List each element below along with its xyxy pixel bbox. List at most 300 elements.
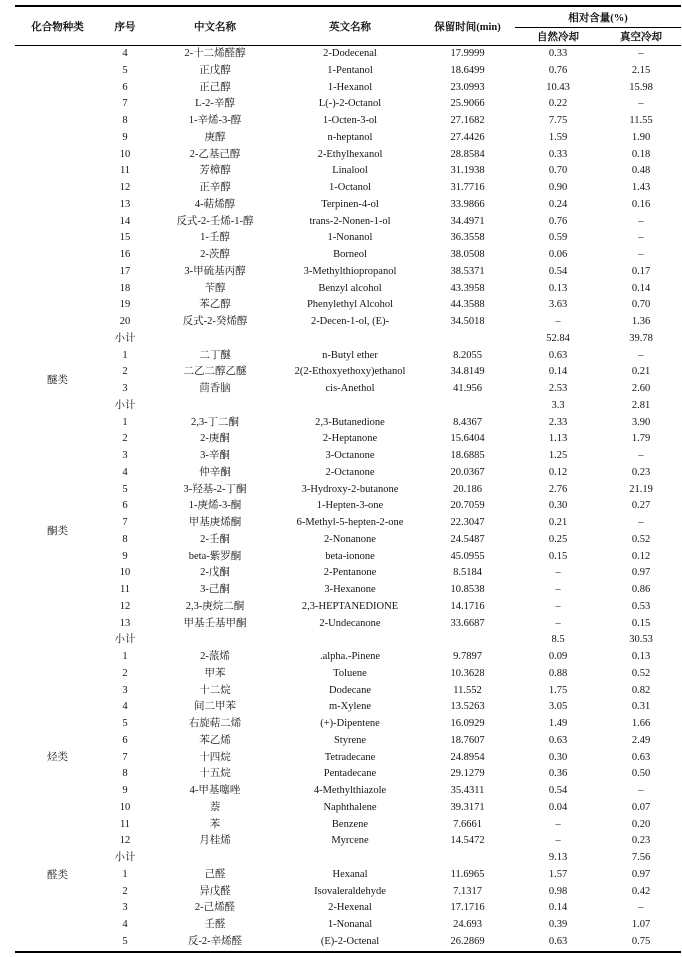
cell-cn-name: 反式-2-壬烯-1-醇 bbox=[176, 215, 254, 227]
cell-vacuum-cooling: 1.36 bbox=[631, 316, 651, 328]
table-row bbox=[15, 197, 681, 214]
cell-cn-name: 壬醛 bbox=[204, 919, 226, 931]
cell-natural-cooling: 2.76 bbox=[548, 483, 568, 495]
cell-vacuum-cooling: 0.17 bbox=[631, 265, 651, 277]
cell-no: 1 bbox=[122, 651, 128, 663]
cell-vacuum-cooling: 1.43 bbox=[631, 182, 651, 194]
cell-en-name: 1-Hepten-3-one bbox=[316, 500, 384, 512]
cell-cn-name: 2-壬酮 bbox=[200, 533, 230, 545]
table-row bbox=[15, 348, 681, 365]
cell-natural-cooling: 0.59 bbox=[548, 232, 568, 244]
cell-cn-name: 2-己烯醛 bbox=[194, 902, 236, 914]
cell-retention-time: 8.5184 bbox=[453, 567, 482, 579]
cell-natural-cooling: 0.15 bbox=[548, 550, 568, 562]
cell-natural-cooling: 1.75 bbox=[548, 684, 568, 696]
cell-vacuum-cooling: 1.90 bbox=[631, 131, 651, 143]
table-row bbox=[15, 381, 681, 398]
table-row bbox=[15, 448, 681, 465]
cell-no: 12 bbox=[119, 600, 131, 612]
cell-en-name: 2-Octanone bbox=[325, 466, 375, 478]
cell-no: 13 bbox=[119, 198, 131, 210]
cell-vacuum-cooling: 0.27 bbox=[631, 500, 651, 512]
cell-no: 1 bbox=[122, 416, 128, 428]
cell-en-name: 2,3-Butanedione bbox=[315, 416, 385, 428]
cell-natural-cooling: 0.54 bbox=[548, 265, 568, 277]
cell-vacuum-cooling: 2.49 bbox=[631, 734, 651, 746]
table-row bbox=[15, 699, 681, 716]
cell-no: 9 bbox=[122, 785, 128, 797]
cell-retention-time: 16.0929 bbox=[450, 718, 485, 730]
table-row bbox=[15, 214, 681, 231]
cell-en-name: n-heptanol bbox=[327, 131, 373, 143]
subtotal-row bbox=[15, 632, 681, 649]
cell-vacuum-cooling: 0.15 bbox=[631, 617, 651, 629]
cell-retention-time: 17.1716 bbox=[450, 902, 485, 914]
cell-vacuum-cooling: 3.90 bbox=[631, 416, 651, 428]
cell-no: 6 bbox=[122, 81, 128, 93]
cell-vacuum-cooling: 2.81 bbox=[631, 399, 651, 411]
cell-en-name: 3-Octanone bbox=[325, 450, 375, 462]
cell-vacuum-cooling: 0.07 bbox=[631, 801, 651, 813]
cell-natural-cooling: 0.76 bbox=[548, 215, 568, 227]
cell-vacuum-cooling: 0.97 bbox=[631, 567, 651, 579]
cell-vacuum-cooling: 11.55 bbox=[629, 115, 653, 127]
cell-retention-time: 27.1682 bbox=[450, 115, 485, 127]
cell-cn-name: 甲基壬基甲酮 bbox=[183, 617, 247, 629]
cell-vacuum-cooling: 0.52 bbox=[631, 533, 651, 545]
cell-retention-time: 34.8149 bbox=[450, 366, 485, 378]
cell-en-name: Naphthalene bbox=[323, 801, 377, 813]
cell-en-name: .alpha.-Pinene bbox=[319, 651, 381, 663]
cell-retention-time: 38.0508 bbox=[450, 249, 485, 261]
cell-en-name bbox=[280, 331, 420, 348]
cell-en-name: 2-Undecanone bbox=[319, 617, 381, 629]
cell-retention-time: 35.4311 bbox=[450, 785, 485, 797]
cell-vacuum-cooling: 0.86 bbox=[631, 584, 651, 596]
cell-natural-cooling: – bbox=[555, 835, 561, 847]
cell-vacuum-cooling: 0.52 bbox=[631, 667, 651, 679]
cell-retention-time: 20.186 bbox=[453, 483, 482, 495]
cell-en-name bbox=[280, 398, 420, 415]
cell-vacuum-cooling: 1.66 bbox=[631, 718, 651, 730]
cell-cn-name: 1-壬醇 bbox=[200, 232, 230, 244]
cell-en-name: Dodecane bbox=[329, 684, 371, 696]
cell-vacuum-cooling: – bbox=[638, 249, 644, 261]
cell-retention-time: 8.4367 bbox=[453, 416, 482, 428]
cell-natural-cooling: 2.33 bbox=[548, 416, 568, 428]
cell-natural-cooling: 0.36 bbox=[548, 768, 568, 780]
cell-natural-cooling: 0.24 bbox=[548, 198, 568, 210]
cell-vacuum-cooling: 0.53 bbox=[631, 600, 651, 612]
header-compound-type: 化合物种类 bbox=[31, 21, 84, 33]
table-row bbox=[15, 247, 681, 264]
cell-vacuum-cooling: 0.97 bbox=[631, 868, 651, 880]
cell-en-name: 3-Hexanone bbox=[324, 584, 376, 596]
cell-en-name: Phenylethyl Alcohol bbox=[306, 299, 394, 311]
cell-retention-time: 33.9866 bbox=[450, 198, 485, 210]
cell-retention-time: 24.8954 bbox=[450, 751, 485, 763]
cell-natural-cooling: 0.30 bbox=[548, 751, 568, 763]
cell-en-name: 3-Methylthiopropanol bbox=[303, 265, 397, 277]
cell-en-name: 2(2-Ethoxyethoxy)ethanol bbox=[294, 366, 406, 378]
cell-cn-name: beta-紫罗酮 bbox=[188, 550, 242, 562]
cell-retention-time: 10.3628 bbox=[450, 667, 485, 679]
table-row bbox=[15, 649, 681, 666]
cell-no: 2 bbox=[122, 667, 128, 679]
cell-retention-time: 9.7897 bbox=[453, 651, 482, 663]
cell-natural-cooling: – bbox=[555, 617, 561, 629]
cell-retention-time: 33.6687 bbox=[450, 617, 485, 629]
cell-no: 12 bbox=[119, 835, 131, 847]
table-row bbox=[15, 582, 681, 599]
cell-en-name: Isovaleraldehyde bbox=[314, 885, 386, 897]
cell-no: 11 bbox=[119, 584, 131, 596]
cell-natural-cooling: 1.49 bbox=[548, 718, 568, 730]
header-retention-time: 保留时间(min) bbox=[434, 21, 501, 33]
table-row bbox=[15, 833, 681, 850]
cell-natural-cooling: 3.63 bbox=[548, 299, 568, 311]
cell-en-name: 2,3-HEPTANEDIONE bbox=[301, 600, 399, 612]
cell-natural-cooling: 0.06 bbox=[548, 249, 568, 261]
cell-retention-time: 27.4426 bbox=[450, 131, 485, 143]
cell-retention-time: 13.5263 bbox=[450, 701, 485, 713]
table-row bbox=[15, 264, 681, 281]
cell-retention-time: 22.3047 bbox=[450, 517, 485, 529]
cell-vacuum-cooling: 0.31 bbox=[631, 701, 651, 713]
cell-retention-time: 34.5018 bbox=[450, 316, 485, 328]
cell-vacuum-cooling: 0.82 bbox=[631, 684, 651, 696]
cell-en-name: Benzyl alcohol bbox=[318, 282, 382, 294]
cell-natural-cooling: 1.13 bbox=[548, 433, 568, 445]
cell-vacuum-cooling: – bbox=[638, 98, 644, 110]
cell-vacuum-cooling: 0.20 bbox=[631, 818, 651, 830]
cell-no: 10 bbox=[119, 148, 131, 160]
cell-cn-name: L-2-辛醇 bbox=[195, 98, 235, 110]
cell-en-name bbox=[280, 632, 420, 649]
cell-vacuum-cooling: 0.14 bbox=[631, 282, 651, 294]
cell-no: 14 bbox=[119, 215, 131, 227]
cell-cn-name: 苯 bbox=[209, 818, 221, 830]
compound-type-label bbox=[15, 46, 100, 348]
cell-natural-cooling: 0.76 bbox=[548, 64, 568, 76]
cell-retention-time: 7.6661 bbox=[453, 818, 482, 830]
cell-retention-time: 26.2869 bbox=[450, 935, 485, 947]
table-row bbox=[15, 46, 681, 63]
cell-retention-time bbox=[420, 398, 515, 415]
cell-no: 小计 bbox=[114, 634, 136, 646]
table-row bbox=[15, 465, 681, 482]
cell-cn-name: 苄醇 bbox=[204, 282, 226, 294]
cell-en-name: 1-Octanol bbox=[329, 182, 371, 194]
cell-cn-name: 2-乙基己醇 bbox=[189, 148, 241, 160]
cell-retention-time: 14.5472 bbox=[450, 835, 485, 847]
cell-en-name: m-Xylene bbox=[329, 701, 371, 713]
cell-cn-name: 庚醇 bbox=[204, 131, 226, 143]
cell-vacuum-cooling: – bbox=[638, 517, 644, 529]
cell-vacuum-cooling: 0.23 bbox=[631, 466, 651, 478]
cell-cn-name: 反-2-辛烯醛 bbox=[187, 935, 243, 947]
cell-en-name: 1-Nonanol bbox=[327, 232, 373, 244]
cell-en-name: Pentadecane bbox=[323, 768, 377, 780]
cell-no: 5 bbox=[122, 483, 128, 495]
cell-no: 20 bbox=[119, 316, 131, 328]
cell-no: 9 bbox=[122, 550, 128, 562]
cell-no: 2 bbox=[122, 433, 128, 445]
cell-cn-name: 仲辛酮 bbox=[199, 466, 231, 478]
table-row bbox=[15, 63, 681, 80]
table-row bbox=[15, 917, 681, 934]
cell-retention-time: 31.1938 bbox=[450, 165, 485, 177]
cell-no: 9 bbox=[122, 131, 128, 143]
table-row bbox=[15, 297, 681, 314]
cell-natural-cooling: 0.98 bbox=[548, 885, 568, 897]
cell-en-name: 6-Methyl-5-hepten-2-one bbox=[296, 517, 404, 529]
cell-retention-time: 36.3558 bbox=[450, 232, 485, 244]
cell-en-name: 1-Hexanol bbox=[327, 81, 373, 93]
cell-retention-time: 11.552 bbox=[453, 684, 482, 696]
cell-retention-time: 15.6404 bbox=[450, 433, 485, 445]
cell-natural-cooling: 0.70 bbox=[548, 165, 568, 177]
cell-natural-cooling: 0.04 bbox=[548, 801, 568, 813]
cell-en-name: 1-Pentanol bbox=[327, 64, 373, 76]
cell-en-name: trans-2-Nonen-1-ol bbox=[309, 215, 391, 227]
table-row bbox=[15, 482, 681, 499]
cell-natural-cooling: 3.3 bbox=[551, 399, 565, 411]
cell-cn-name: 1-庚烯-3-酮 bbox=[188, 500, 242, 512]
cell-no: 5 bbox=[122, 64, 128, 76]
cell-natural-cooling: 52.84 bbox=[546, 332, 570, 344]
cell-natural-cooling: – bbox=[555, 316, 561, 328]
cell-retention-time: 10.8538 bbox=[450, 584, 485, 596]
table-row bbox=[15, 800, 681, 817]
cell-retention-time: 38.5371 bbox=[450, 265, 485, 277]
cell-no: 10 bbox=[119, 801, 131, 813]
cell-cn-name: 反式-2-癸烯醇 bbox=[182, 316, 248, 328]
cell-en-name: (E)-2-Octenal bbox=[320, 935, 380, 947]
cell-en-name bbox=[280, 850, 420, 867]
cell-no: 11 bbox=[119, 818, 131, 830]
cell-natural-cooling: – bbox=[555, 567, 561, 579]
cell-retention-time: 18.6885 bbox=[450, 450, 485, 462]
cell-vacuum-cooling: 0.12 bbox=[631, 550, 651, 562]
cell-natural-cooling: – bbox=[555, 600, 561, 612]
table-row bbox=[15, 515, 681, 532]
cell-no: 8 bbox=[122, 115, 128, 127]
table-row bbox=[15, 716, 681, 733]
table-row bbox=[15, 599, 681, 616]
cell-cn-name: 2-蒎烯 bbox=[200, 651, 230, 663]
cell-retention-time: 28.8584 bbox=[450, 148, 485, 160]
cell-cn-name: 3-辛酮 bbox=[200, 450, 230, 462]
cell-cn-name: 3-甲硫基丙醇 bbox=[184, 265, 246, 277]
cell-no: 小计 bbox=[114, 399, 136, 411]
cell-vacuum-cooling: 15.98 bbox=[629, 81, 653, 93]
cell-no: 19 bbox=[119, 299, 131, 311]
compound-type-label: 醚类 bbox=[47, 374, 68, 386]
cell-en-name: Benzene bbox=[331, 818, 369, 830]
cell-retention-time: 29.1279 bbox=[450, 768, 485, 780]
cell-en-name: n-Butyl ether bbox=[322, 349, 378, 361]
cell-en-name: 2-Ethylhexanol bbox=[317, 148, 383, 160]
cell-natural-cooling: 0.14 bbox=[548, 366, 568, 378]
cell-vacuum-cooling: 0.18 bbox=[631, 148, 651, 160]
cell-en-name: beta-ionone bbox=[325, 550, 375, 562]
cell-cn-name: 2-庚酮 bbox=[200, 433, 230, 445]
cell-natural-cooling: 0.30 bbox=[548, 500, 568, 512]
table-row bbox=[15, 783, 681, 800]
cell-natural-cooling: 8.5 bbox=[551, 634, 565, 646]
cell-retention-time: 11.6965 bbox=[450, 868, 485, 880]
cell-natural-cooling: 0.90 bbox=[548, 182, 568, 194]
table-row bbox=[15, 733, 681, 750]
cell-vacuum-cooling: 2.60 bbox=[631, 383, 651, 395]
cell-vacuum-cooling: 0.13 bbox=[631, 651, 651, 663]
cell-no: 13 bbox=[119, 617, 131, 629]
cell-en-name: Borneol bbox=[333, 249, 367, 261]
cell-vacuum-cooling: – bbox=[638, 902, 644, 914]
cell-vacuum-cooling: – bbox=[638, 785, 644, 797]
subtotal-row bbox=[15, 331, 681, 348]
cell-cn-name: 2,3-丁二酮 bbox=[190, 416, 240, 428]
cell-cn-name: 萘 bbox=[209, 801, 221, 813]
cell-natural-cooling: 0.33 bbox=[548, 48, 568, 60]
cell-no: 小计 bbox=[114, 332, 136, 344]
cell-en-name: 3-Hydroxy-2-butanone bbox=[301, 483, 399, 495]
cell-no: 4 bbox=[122, 466, 128, 478]
cell-vacuum-cooling: 0.70 bbox=[631, 299, 651, 311]
header-en-name: 英文名称 bbox=[329, 21, 371, 33]
cell-retention-time: 39.3171 bbox=[450, 801, 485, 813]
cell-retention-time: 20.7059 bbox=[450, 500, 485, 512]
table-row bbox=[15, 364, 681, 381]
cell-no: 小计 bbox=[114, 852, 136, 864]
cell-en-name: Tetradecane bbox=[324, 751, 376, 763]
cell-cn-name: 1-辛烯-3-醇 bbox=[188, 115, 242, 127]
cell-cn-name: 苯乙醇 bbox=[199, 299, 231, 311]
cell-en-name: 2-Dodecenal bbox=[323, 48, 377, 60]
cell-no: 10 bbox=[119, 567, 131, 579]
table-row bbox=[15, 431, 681, 448]
header-cn-name: 中文名称 bbox=[194, 21, 236, 33]
table-row bbox=[15, 498, 681, 515]
cell-cn-name: 间二甲苯 bbox=[194, 701, 236, 713]
cell-vacuum-cooling: – bbox=[638, 349, 644, 361]
cell-natural-cooling: 9.13 bbox=[548, 852, 568, 864]
header-no: 序号 bbox=[114, 21, 136, 33]
table-row bbox=[15, 934, 681, 952]
cell-no: 2 bbox=[122, 885, 128, 897]
cell-retention-time: 43.3958 bbox=[450, 282, 485, 294]
cell-cn-name: 异戊醛 bbox=[199, 885, 231, 897]
cell-no: 2 bbox=[122, 366, 128, 378]
cell-vacuum-cooling: 0.50 bbox=[631, 768, 651, 780]
cell-retention-time: 7.1317 bbox=[453, 885, 482, 897]
cell-natural-cooling: 0.09 bbox=[548, 651, 568, 663]
cell-retention-time bbox=[420, 632, 515, 649]
compound-table bbox=[15, 5, 681, 953]
cell-natural-cooling: 1.25 bbox=[548, 450, 568, 462]
cell-natural-cooling: 0.12 bbox=[548, 466, 568, 478]
cell-en-name: Myrcene bbox=[331, 835, 369, 847]
cell-cn-name bbox=[150, 632, 280, 649]
cell-vacuum-cooling: 1.07 bbox=[631, 919, 651, 931]
cell-retention-time: 23.0993 bbox=[450, 81, 485, 93]
cell-vacuum-cooling: – bbox=[638, 48, 644, 60]
cell-en-name: Terpinen-4-ol bbox=[321, 198, 379, 210]
table-body bbox=[15, 46, 681, 952]
cell-vacuum-cooling: – bbox=[638, 232, 644, 244]
cell-en-name: 1-Octen-3-ol bbox=[322, 115, 378, 127]
compound-type-label: 烃类 bbox=[47, 751, 68, 763]
header-vacuum-cooling: 真空冷却 bbox=[620, 32, 662, 43]
table-row bbox=[15, 766, 681, 783]
cell-no: 18 bbox=[119, 282, 131, 294]
cell-no: 7 bbox=[122, 98, 128, 110]
cell-retention-time: 25.9066 bbox=[450, 98, 485, 110]
cell-cn-name: 正辛醇 bbox=[199, 182, 231, 194]
cell-en-name: Linalool bbox=[332, 165, 368, 177]
cell-cn-name bbox=[150, 850, 280, 867]
cell-no: 8 bbox=[122, 533, 128, 545]
cell-natural-cooling: 3.05 bbox=[548, 701, 568, 713]
table-row bbox=[15, 163, 681, 180]
cell-cn-name: 2-十二烯醛醇 bbox=[184, 48, 246, 60]
cell-natural-cooling: 0.13 bbox=[548, 282, 568, 294]
cell-natural-cooling: 0.88 bbox=[548, 667, 568, 679]
cell-no: 3 bbox=[122, 902, 128, 914]
cell-vacuum-cooling: 7.56 bbox=[631, 852, 651, 864]
cell-no: 8 bbox=[122, 768, 128, 780]
cell-cn-name: 3-羟基-2-丁酮 bbox=[183, 483, 247, 495]
table-row bbox=[15, 666, 681, 683]
cell-en-name: Styrene bbox=[333, 734, 367, 746]
table-row bbox=[15, 314, 681, 331]
cell-no: 3 bbox=[122, 450, 128, 462]
cell-natural-cooling: 0.14 bbox=[548, 902, 568, 914]
cell-natural-cooling: 2.53 bbox=[548, 383, 568, 395]
cell-vacuum-cooling: 0.75 bbox=[631, 935, 651, 947]
cell-retention-time bbox=[420, 331, 515, 348]
cell-cn-name: 十二烷 bbox=[199, 684, 231, 696]
cell-en-name: 1-Nonanal bbox=[327, 919, 373, 931]
compound-type-label: 醛类 bbox=[47, 869, 68, 881]
cell-no: 6 bbox=[122, 500, 128, 512]
cell-natural-cooling: 0.63 bbox=[548, 935, 568, 947]
table-row bbox=[15, 616, 681, 633]
cell-natural-cooling: 1.59 bbox=[548, 131, 568, 143]
table-row bbox=[15, 867, 681, 884]
table-row bbox=[15, 80, 681, 97]
cell-retention-time: 44.3588 bbox=[450, 299, 485, 311]
cell-no: 4 bbox=[122, 919, 128, 931]
compound-type-label: 酮类 bbox=[47, 525, 68, 537]
cell-en-name: 2-Heptanone bbox=[322, 433, 378, 445]
cell-cn-name: 4-萜烯醇 bbox=[194, 198, 236, 210]
cell-natural-cooling: 7.75 bbox=[548, 115, 568, 127]
cell-retention-time: 14.1716 bbox=[450, 600, 485, 612]
table-row bbox=[15, 549, 681, 566]
cell-en-name: L(-)-2-Octanol bbox=[318, 98, 382, 110]
cell-retention-time: 8.2055 bbox=[453, 349, 482, 361]
cell-retention-time: 17.9999 bbox=[450, 48, 485, 60]
cell-cn-name: 二乙二醇乙醚 bbox=[183, 366, 247, 378]
cell-retention-time: 24.693 bbox=[453, 919, 482, 931]
table-row bbox=[15, 884, 681, 901]
cell-en-name: 2-Nonanone bbox=[324, 533, 376, 545]
cell-cn-name: 月桂烯 bbox=[199, 835, 231, 847]
cell-no: 1 bbox=[122, 868, 128, 880]
cell-no: 16 bbox=[119, 249, 131, 261]
